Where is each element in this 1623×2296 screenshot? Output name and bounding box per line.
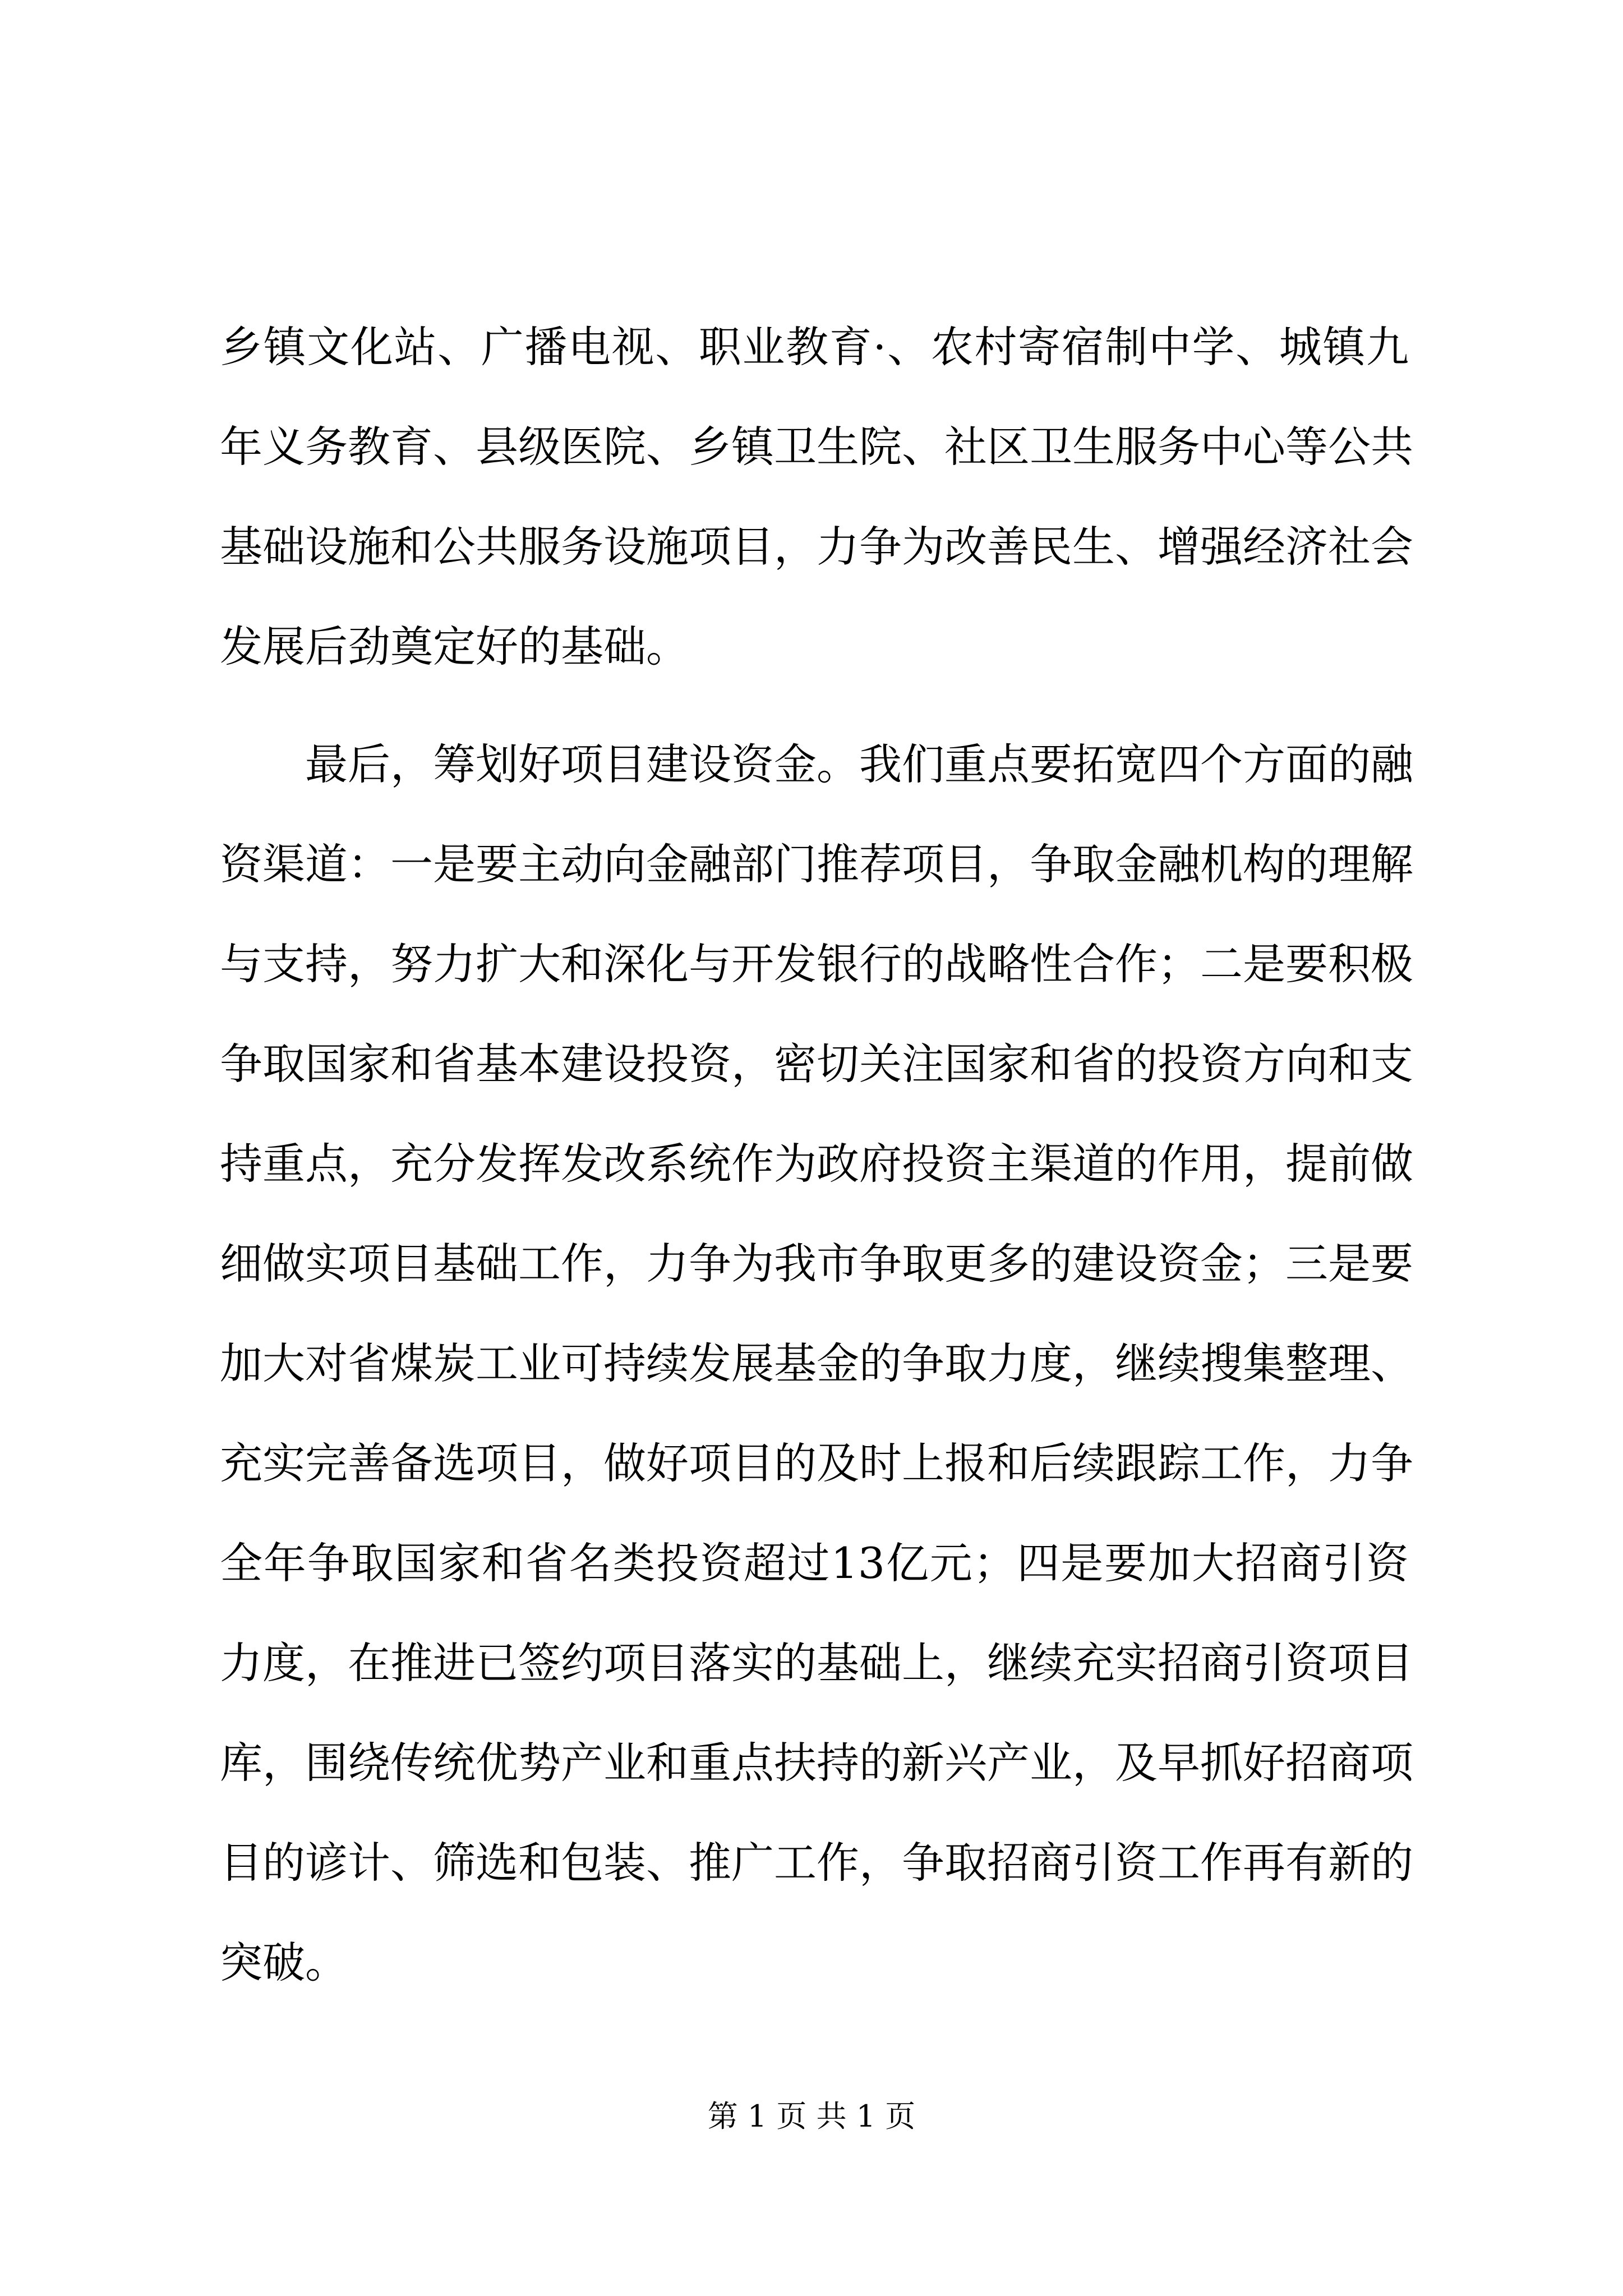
text-line: 突破。 <box>220 1938 348 1987</box>
text-line: 年义务教育、县级医院、乡镇卫生院、社区卫生服务中心等公共 <box>220 422 1413 472</box>
text-line: 持重点，充分发挥发改系统作为政府投资主渠道的作用，提前做 <box>220 1139 1413 1189</box>
text-line: 力度，在推进已签约项目落实的基础上，继续充实招商引资项目 <box>220 1638 1413 1688</box>
body-text <box>220 297 1413 2013</box>
text-line: 争取国家和省基本建设投资，密切关注国家和省的投资方向和支 <box>220 1039 1413 1089</box>
text-line: 资渠道：一是要主动向金融部门推荐项目，争取金融机构的理解 <box>220 839 1413 889</box>
text-line: 基础设施和公共服务设施项目，力争为改善民生、增强经济社会 <box>220 522 1413 572</box>
paragraph-1 <box>220 297 1413 697</box>
text-line: 目的谚计、筛选和包装、推广工作，争取招商引资工作再有新的 <box>220 1838 1413 1888</box>
text-line: 全年争取国家和省名类投资超过13亿元；四是要加大招商引资 <box>220 1538 1409 1588</box>
text-line: 细做实项目基础工作，力争为我市争取更多的建设资金；三是要 <box>220 1239 1413 1289</box>
text-line: 加大对省煤炭工业可持续发展基金的争取力度，继续搜集整理、 <box>220 1338 1413 1388</box>
paragraph-spacer <box>220 697 1409 715</box>
text-line: 发展后劲奠定好的基础。 <box>220 622 689 671</box>
text-line: 最后，筹划好项目建设资金。我们重点要拓宽四个方面的融 <box>305 739 1413 789</box>
page-footer <box>0 2097 1623 2136</box>
text-line: 充实完善备选项目，做好项目的及时上报和后续跟踪工作，力争 <box>220 1438 1413 1488</box>
text-line: 乡镇文化站、广播电视、职业教育·、农村寄宿制中学、城镇九 <box>220 322 1409 372</box>
text-line: 库，围绕传统优势产业和重点扶持的新兴产业，及早抓好招商项 <box>220 1738 1413 1788</box>
text-line: 与支持，努力扩大和深化与开发银行的战略性合作；二是要积极 <box>220 939 1413 989</box>
paragraph-2 <box>220 715 1413 2013</box>
page-number-label: 第 1 页 共 1 页 <box>707 2099 916 2134</box>
